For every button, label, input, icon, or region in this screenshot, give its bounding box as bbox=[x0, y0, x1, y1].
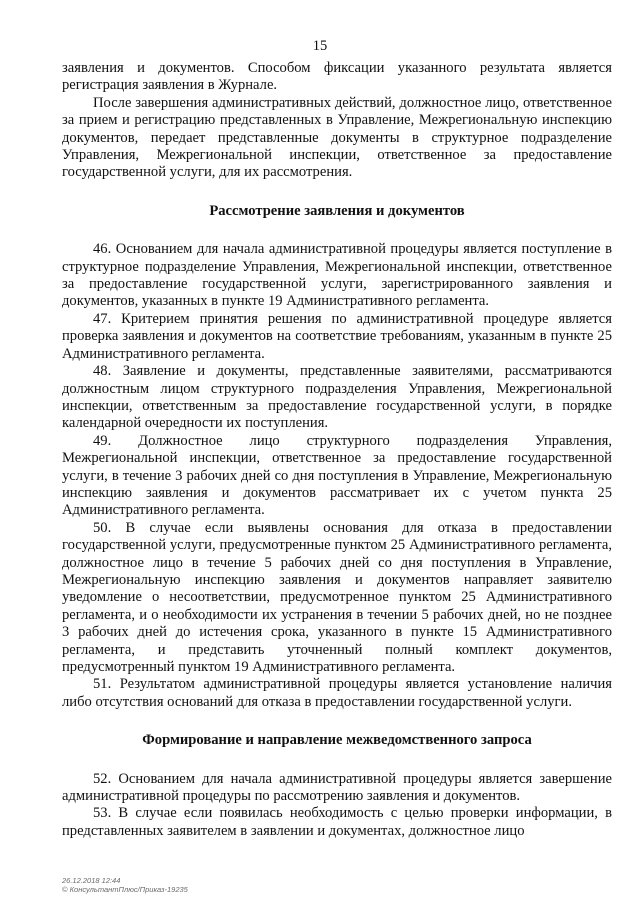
paragraph: заявления и документов. Способом фиксации указанного результата является регистрация заявления в Журнале. bbox=[62, 60, 612, 94]
document-body bbox=[62, 60, 612, 840]
footer-date: 26.12.2018 12:44 bbox=[62, 876, 121, 885]
paragraph-46: 46. Основанием для начала административной процедуры является поступление в структурное подразделение Управления, Межрегиональной инспекции, ответственное за предоставление государственной услуги, зарегистрированного заявления и документов, указанных в пункте 19 Административного регламента. bbox=[62, 241, 612, 310]
paragraph-47: 47. Критерием принятия решения по административной процедуре является проверка заявления и документов на соответствие требованиям, указанным в пункте 25 Административного регламента. bbox=[62, 310, 612, 362]
paragraph: После завершения административных действий, должностное лицо, ответственное за прием и регистрацию представленных в Управление, Межрегиональную инспекцию документов, передает представленные документы в структурное подразделение Управления, Межрегиональной инспекции, ответственное за предоставление государственной услуги, для их рассмотрения. bbox=[62, 94, 612, 181]
paragraph-51: 51. Результатом административной процедуры является установление наличия либо отсутствия оснований для отказа в предоставлении государственной услуги. bbox=[62, 676, 612, 710]
section-heading: Формирование и направление межведомственного запроса bbox=[142, 732, 532, 749]
footer-source: © КонсультантПлюс/Приказ-19235 bbox=[62, 885, 188, 894]
section-heading: Рассмотрение заявления и документов bbox=[209, 202, 465, 219]
paragraph-48: 48. Заявление и документы, представленные заявителями, рассматриваются должностным лицом структурного подразделения Управления, Межрегиональной инспекции, ответственным за предоставление государственной услуги, в порядке календарной очередности их поступления. bbox=[62, 363, 612, 432]
paragraph-53: 53. В случае если появилась необходимость с целью проверки информации, в представленных заявителем в заявлении и документах, должностное лицо bbox=[62, 805, 612, 839]
paragraph-52: 52. Основанием для начала административной процедуры является завершение административной процедуры по рассмотрению заявления и документов. bbox=[62, 770, 612, 805]
paragraph-49: 49. Должностное лицо структурного подразделения Управления, Межрегиональной инспекции, ответственное за предоставление государственной услуги, в течение 3 рабочих дней со дня поступления в Управление, Межрегиональную инспекцию заявления и документов рассматривает их с учетом пункта 25 Административного регламента. bbox=[62, 432, 612, 519]
paragraph-50: 50. В случае если выявлены основания для отказа в предоставлении государственной услуги, предусмотренные пунктом 25 Административного регламента, должностное лицо в течение 5 рабочих дней со дня поступления в Управление, Межрегиональную инспекцию заявления и документов направляет заявителю уведомление о несоответствии, предусмотренное пунктом 25 Административного регламента, и о необходимости их устранения в течении 5 рабочих дней, но не позднее 3 рабочих дней до истечения срока, указанного в пункте 15 Административного регламента, и представить уточненный полный комплект документов, предусмотренный пунктом 19 Административного регламента. bbox=[62, 519, 612, 675]
footer-stamp bbox=[62, 876, 188, 894]
page-number: 15 bbox=[312, 38, 328, 54]
